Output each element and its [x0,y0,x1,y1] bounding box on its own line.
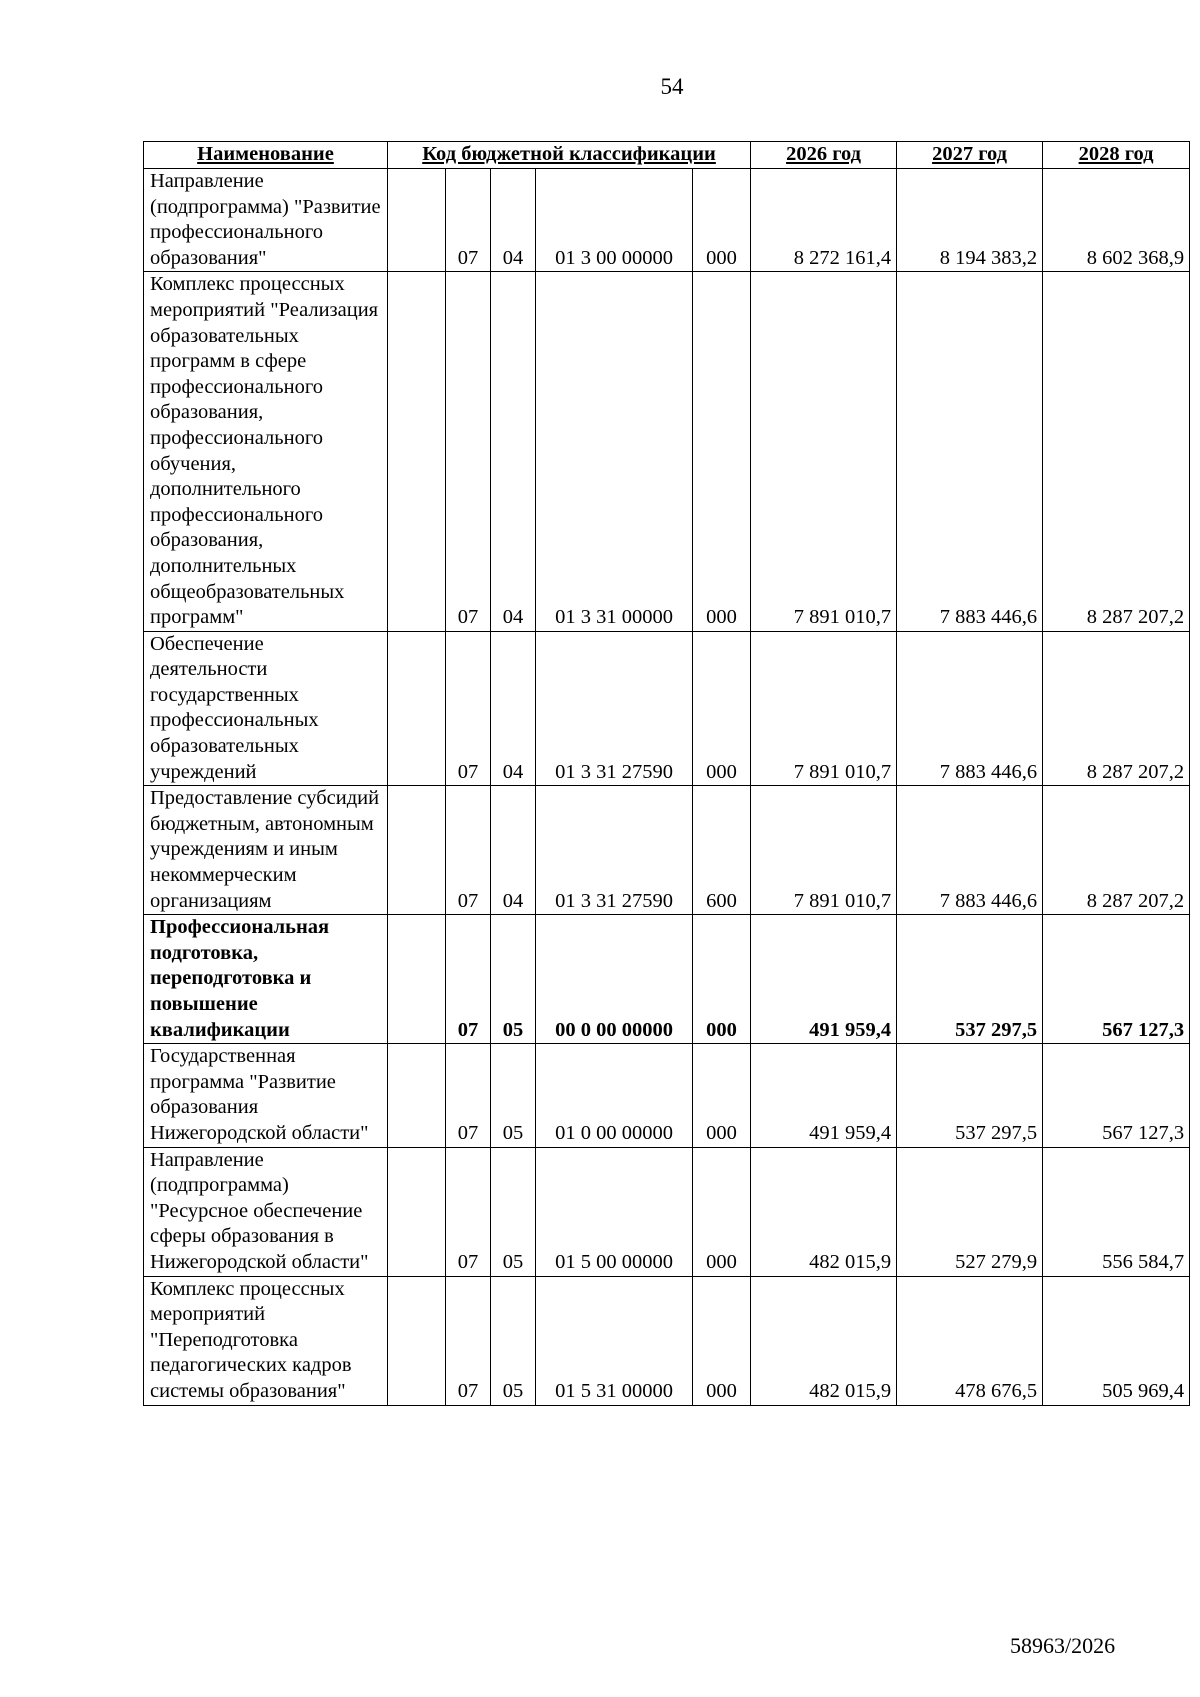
section-code-cell: 07 [446,786,491,915]
subsection-code-cell: 05 [491,1147,536,1276]
row-name-cell: Комплекс процессных мероприятий "Реализация образовательных программ в сфере профессионального образования, профессионального обучения, дополнительного профессионального образования, дополнительных общеобразовательных программ" [144,272,388,631]
amount-2027-cell: 7 883 446,6 [897,786,1043,915]
amount-2027-cell: 8 194 383,2 [897,169,1043,272]
table-header-row [144,142,1190,169]
section-code-cell: 07 [446,1276,491,1405]
table-row [144,915,1190,1044]
target-article-code-cell: 01 5 00 00000 [536,1147,693,1276]
row-name-cell: Направление (подпрограмма) "Развитие профессионального образования" [144,169,388,272]
expense-type-code-cell: 000 [693,1276,751,1405]
target-article-code-cell: 01 3 00 00000 [536,169,693,272]
target-article-code-cell: 01 5 31 00000 [536,1276,693,1405]
subsection-code-cell: 04 [491,631,536,786]
empty-cell [388,915,446,1044]
empty-cell [388,272,446,631]
expense-type-code-cell: 000 [693,915,751,1044]
header-2028: 2028 год [1043,142,1190,169]
table-row [144,786,1190,915]
amount-2028-cell: 8 602 368,9 [1043,169,1190,272]
header-2027: 2027 год [897,142,1043,169]
subsection-code-cell: 05 [491,915,536,1044]
table-row [144,272,1190,631]
budget-table [143,141,1190,1406]
amount-2028-cell: 8 287 207,2 [1043,631,1190,786]
amount-2027-cell: 537 297,5 [897,1044,1043,1147]
row-name-cell: Профессиональная подготовка, переподготовка и повышение квалификации [144,915,388,1044]
row-name-cell: Направление (подпрограмма) "Ресурсное обеспечение сферы образования в Нижегородской области" [144,1147,388,1276]
empty-cell [388,169,446,272]
amount-2028-cell: 505 969,4 [1043,1276,1190,1405]
row-name-cell: Предоставление субсидий бюджетным, автономным учреждениям и иным некоммерческим организациям [144,786,388,915]
empty-cell [388,631,446,786]
amount-2026-cell: 491 959,4 [751,915,897,1044]
amount-2026-cell: 7 891 010,7 [751,786,897,915]
expense-type-code-cell: 000 [693,272,751,631]
amount-2026-cell: 7 891 010,7 [751,631,897,786]
table-row [144,1147,1190,1276]
table-row [144,169,1190,272]
subsection-code-cell: 04 [491,272,536,631]
amount-2027-cell: 7 883 446,6 [897,631,1043,786]
amount-2028-cell: 556 584,7 [1043,1147,1190,1276]
section-code-cell: 07 [446,631,491,786]
amount-2026-cell: 491 959,4 [751,1044,897,1147]
amount-2027-cell: 527 279,9 [897,1147,1043,1276]
amount-2028-cell: 567 127,3 [1043,915,1190,1044]
empty-cell [388,1147,446,1276]
subsection-code-cell: 04 [491,169,536,272]
table-row [144,631,1190,786]
header-2026: 2026 год [751,142,897,169]
amount-2028-cell: 8 287 207,2 [1043,786,1190,915]
header-code: Код бюджетной классификации [388,142,751,169]
section-code-cell: 07 [446,915,491,1044]
amount-2026-cell: 7 891 010,7 [751,272,897,631]
subsection-code-cell: 05 [491,1044,536,1147]
table-row [144,1044,1190,1147]
empty-cell [388,1044,446,1147]
table-body [144,169,1190,1406]
target-article-code-cell: 01 3 31 27590 [536,631,693,786]
row-name-cell: Обеспечение деятельности государственных профессиональных образовательных учреждений [144,631,388,786]
section-code-cell: 07 [446,272,491,631]
section-code-cell: 07 [446,1044,491,1147]
amount-2027-cell: 478 676,5 [897,1276,1043,1405]
target-article-code-cell: 01 3 31 00000 [536,272,693,631]
amount-2028-cell: 8 287 207,2 [1043,272,1190,631]
header-name: Наименование [144,142,388,169]
subsection-code-cell: 05 [491,1276,536,1405]
section-code-cell: 07 [446,169,491,272]
expense-type-code-cell: 000 [693,1044,751,1147]
page-number: 54 [660,74,684,99]
row-name-cell: Государственная программа "Развитие образования Нижегородской области" [144,1044,388,1147]
expense-type-code-cell: 000 [693,631,751,786]
empty-cell [388,1276,446,1405]
document-id: 58963/2026 [1010,1633,1116,1658]
amount-2027-cell: 537 297,5 [897,915,1043,1044]
table-row [144,1276,1190,1405]
row-name-cell: Комплекс процессных мероприятий "Переподготовка педагогических кадров системы образования" [144,1276,388,1405]
amount-2026-cell: 482 015,9 [751,1276,897,1405]
amount-2026-cell: 482 015,9 [751,1147,897,1276]
expense-type-code-cell: 000 [693,1147,751,1276]
target-article-code-cell: 00 0 00 00000 [536,915,693,1044]
target-article-code-cell: 01 0 00 00000 [536,1044,693,1147]
subsection-code-cell: 04 [491,786,536,915]
expense-type-code-cell: 000 [693,169,751,272]
section-code-cell: 07 [446,1147,491,1276]
amount-2026-cell: 8 272 161,4 [751,169,897,272]
target-article-code-cell: 01 3 31 27590 [536,786,693,915]
empty-cell [388,786,446,915]
amount-2028-cell: 567 127,3 [1043,1044,1190,1147]
amount-2027-cell: 7 883 446,6 [897,272,1043,631]
expense-type-code-cell: 600 [693,786,751,915]
